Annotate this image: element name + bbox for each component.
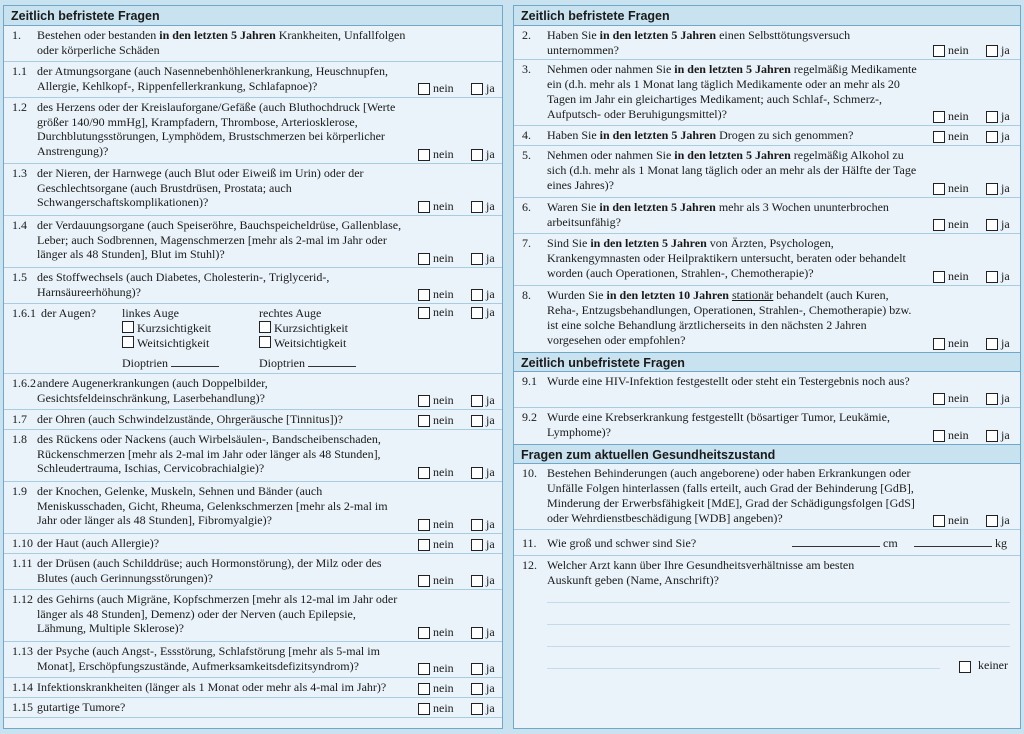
option-yes[interactable]: ja	[986, 110, 1015, 123]
option-yes[interactable]: ja	[471, 574, 500, 587]
answer-options	[927, 429, 1015, 442]
question-text: der Psyche (auch Angst-, Essstörung, Schlafstörung [mehr als 5-mal im Monat], Erschöpfungszustände, Aufmerksamkeitsdefizitsyndrom)?	[37, 644, 380, 673]
left-items-group-2	[4, 374, 502, 718]
option-no[interactable]: nein	[418, 538, 461, 551]
question-5: 5. Nehmen oder nahmen Sie in den letzten 5 Jahren regelmäßig Alkohol zu sich (d.h. mehr als 1 Monat lang täglich oder an mehr als der Hälfte der Tage eines Jahres)? nein ja	[514, 146, 1020, 198]
checkbox-no[interactable]	[418, 703, 430, 715]
question-1-4	[4, 216, 502, 268]
option-yes[interactable]: ja	[471, 662, 500, 675]
unit-cm: cm	[883, 536, 898, 551]
option-yes[interactable]: ja	[986, 182, 1015, 195]
option-no[interactable]: nein	[933, 110, 976, 123]
option-no[interactable]: nein	[933, 392, 976, 405]
left-hyperopia-checkbox[interactable]	[122, 336, 134, 348]
option-no[interactable]: nein	[933, 218, 976, 231]
checkbox-yes[interactable]	[986, 131, 998, 143]
question-text: des Stoffwechsels (auch Diabetes, Cholesterin-, Triglycerid-, Harnsäureerhöhung)?	[37, 270, 330, 299]
option-no[interactable]: nein	[418, 574, 461, 587]
checkbox-yes[interactable]	[471, 519, 483, 531]
option-no[interactable]: nein	[933, 130, 976, 143]
answer-options	[412, 466, 500, 479]
question-eyes	[4, 304, 502, 374]
question-text: des Rückens oder Nackens (auch Wirbelsäulen-, Bandscheibenschaden, Rückenschmerzen [mehr als 2-mal im Jahr oder länger als 48 Stunden], Schleudertrauma, Ischias, Cervicobrachialgie)?	[37, 432, 381, 476]
question-number: 1.10	[12, 536, 33, 550]
question-text: Nehmen oder nahmen Sie in den letzten 5 Jahren regelmäßig Alkohol zu sich (d.h. mehr als 1 Monat lang täglich oder an mehr als der Hälfte der Tage eines Jahres)?	[547, 148, 917, 192]
checkbox-none[interactable]	[959, 661, 971, 673]
left-diopters-field[interactable]	[171, 366, 219, 367]
checkbox-no[interactable]	[418, 307, 430, 319]
question-number: 1.14	[12, 680, 33, 694]
option-yes[interactable]: ja	[471, 466, 500, 479]
checkbox-no[interactable]	[933, 183, 945, 195]
option-no[interactable]: nein	[418, 82, 461, 95]
checkbox-no[interactable]	[933, 45, 945, 57]
question-text: Haben Sie in den letzten 5 Jahren einen Selbsttötungsversuch unternommen?	[547, 28, 851, 57]
question-text: der Augen?	[41, 306, 96, 320]
checkbox-yes[interactable]	[471, 83, 483, 95]
question-8: 8. Wurden Sie in den letzten 10 Jahren stationär behandelt (auch Kuren, Reha-, Entzugsbehandlungen, Operationen, Strahlen-, Chemotherapie) bzw. ist eine solche Behandlung ärztlicherseits in den nächsten 2 Jahren vorgesehen oder empfohlen? nein ja	[514, 286, 1020, 352]
left-diopters: Dioptrien	[122, 356, 219, 371]
left-eye-title: linkes Auge	[122, 306, 179, 320]
option-yes[interactable]: ja	[986, 130, 1015, 143]
checkbox-yes[interactable]	[986, 271, 998, 283]
question-1-15	[4, 698, 502, 718]
question-1-5	[4, 268, 502, 304]
question-11: 11. Wie groß und schwer sind Sie? cm kg	[514, 530, 1020, 556]
question-number: 1.6.1	[12, 306, 36, 320]
question-text: Wurden Sie in den letzten 10 Jahren stationär behandelt (auch Kuren, Reha-, Entzugsbehandlungen, Operationen, Strahlen-, Chemotherapie) bzw. ist eine solche Behandlung ärztlicherseits in den nächsten 2 Jahren vorgesehen oder empfohlen?	[547, 288, 912, 347]
checkbox-yes[interactable]	[471, 289, 483, 301]
option-no[interactable]: nein	[418, 148, 461, 161]
checkbox-no[interactable]	[418, 289, 430, 301]
right-myopia-option[interactable]: Kurzsichtigkeit	[259, 321, 348, 336]
option-no[interactable]: nein	[418, 702, 461, 715]
answer-options	[927, 44, 1015, 57]
option-no[interactable]: nein	[418, 682, 461, 695]
option-yes[interactable]: ja	[471, 702, 500, 715]
checkbox-yes[interactable]	[471, 467, 483, 479]
answer-options	[412, 148, 500, 161]
checkbox-yes[interactable]	[986, 45, 998, 57]
checkbox-no[interactable]	[418, 663, 430, 675]
question-number: 1.2	[12, 100, 27, 114]
checkbox-yes[interactable]	[986, 393, 998, 405]
checkbox-no[interactable]	[933, 515, 945, 527]
option-no[interactable]: nein	[933, 44, 976, 57]
checkbox-yes[interactable]	[986, 183, 998, 195]
question-number: 1.15	[12, 700, 33, 714]
unit-kg: kg	[995, 536, 1007, 551]
option-no[interactable]: nein	[418, 518, 461, 531]
checkbox-yes[interactable]	[471, 575, 483, 587]
checkbox-yes[interactable]	[471, 149, 483, 161]
weight-field[interactable]	[914, 546, 992, 547]
question-number: 1.3	[12, 166, 27, 180]
question-7: 7. Sind Sie in den letzten 5 Jahren von Ärzten, Psychologen, Krankengymnasten oder Heilpraktikern untersucht, beraten oder behandelt worden (auch Operationen, Strahlen-, Chemotherapie)? nein ja	[514, 234, 1020, 286]
option-yes[interactable]: ja	[471, 200, 500, 213]
option-no[interactable]: nein	[418, 662, 461, 675]
right-hyperopia-option[interactable]: Weitsichtigkeit	[259, 336, 346, 351]
checkbox-yes[interactable]	[471, 703, 483, 715]
answer-options	[412, 252, 500, 265]
question-9-1: 9.1 Wurde eine HIV-Infektion festgestellt oder steht ein Testergebnis noch aus? nein ja	[514, 372, 1020, 408]
weight-field-group	[914, 536, 1007, 551]
option-no[interactable]: nein	[418, 252, 461, 265]
option-yes[interactable]: ja	[986, 392, 1015, 405]
checkbox-yes[interactable]	[471, 539, 483, 551]
option-yes[interactable]: ja	[471, 148, 500, 161]
question-text: Bestehen Behinderungen (auch angeborene) oder haben Erkrankungen oder Unfälle Folgen hinterlassen (falls erteilt, auch Grad der Behinderung [GdB], Minderung der Erwerbsfähigkeit [MdE], Grad der Schädigungsfolgen [GdS] oder Wehrdienstbeschädigung [WDB] angeben)?	[547, 466, 915, 525]
option-no[interactable]: nein	[418, 200, 461, 213]
answer-options	[412, 288, 500, 301]
answer-options	[927, 392, 1015, 405]
checkbox-no[interactable]	[418, 201, 430, 213]
answer-line-3[interactable]	[547, 646, 1010, 647]
checkbox-yes[interactable]	[471, 201, 483, 213]
height-field-group	[792, 536, 898, 551]
checkbox-no[interactable]	[418, 519, 430, 531]
question-1-2	[4, 98, 502, 164]
question-text: Sind Sie in den letzten 5 Jahren von Ärzten, Psychologen, Krankengymnasten oder Heilpraktikern untersucht, beraten oder behandelt worden (auch Operationen, Strahlen-, Chemotherapie)?	[547, 236, 906, 280]
question-1-3	[4, 164, 502, 216]
option-yes[interactable]: ja	[986, 270, 1015, 283]
question-number: 1.7	[12, 412, 27, 426]
question-number: 1.9	[12, 484, 27, 498]
right-eye-title: rechtes Auge	[259, 306, 322, 320]
option-no[interactable]: nein	[418, 414, 461, 427]
question-text: gutartige Tumore?	[37, 700, 126, 714]
left-myopia-checkbox[interactable]	[122, 321, 134, 333]
checkbox-yes[interactable]	[471, 395, 483, 407]
checkbox-yes[interactable]	[471, 663, 483, 675]
checkbox-no[interactable]	[418, 627, 430, 639]
checkbox-yes[interactable]	[986, 430, 998, 442]
right-myopia-checkbox[interactable]	[259, 321, 271, 333]
question-number: 1.8	[12, 432, 27, 446]
question-text: der Haut (auch Allergie)?	[37, 536, 160, 550]
option-yes[interactable]: ja	[986, 218, 1015, 231]
section-title-time-limited: Zeitlich befristete Fragen	[4, 6, 502, 26]
answer-options	[412, 702, 500, 715]
question-number: 1.	[12, 28, 21, 42]
answer-options	[927, 182, 1015, 195]
right-column	[513, 5, 1021, 729]
option-yes[interactable]: ja	[471, 252, 500, 265]
option-yes[interactable]: ja	[986, 514, 1015, 527]
question-number: 1.6.2	[12, 376, 36, 390]
option-yes[interactable]: ja	[471, 682, 500, 695]
option-no[interactable]: nein	[933, 514, 976, 527]
question-text: Bestehen oder bestanden in den letzten 5 Jahren Krankheiten, Unfallfolgen oder körperliche Schäden	[37, 28, 406, 57]
option-yes[interactable]: ja	[471, 414, 500, 427]
question-text: des Herzens oder der Kreislauforgane/Gefäße (auch Bluthochdruck [Werte größer 140/90 mmHg], Krampfadern, Thrombose, Arteriosklerose, Durchblutungsstörungen, Lymphödem, Brustschmerzen bei körperlicher Anstrengung)?	[37, 100, 396, 159]
checkbox-yes[interactable]	[986, 111, 998, 123]
option-none[interactable]: keiner	[959, 658, 1008, 673]
question-text: Infektionskrankheiten (länger als 1 Monat oder mehr als 4-mal im Jahr)?	[37, 680, 387, 694]
checkbox-yes[interactable]	[471, 307, 483, 319]
option-no[interactable]: nein	[418, 466, 461, 479]
checkbox-no[interactable]	[933, 338, 945, 350]
left-column	[3, 5, 503, 729]
question-1-6-2	[4, 374, 502, 410]
checkbox-no[interactable]	[418, 253, 430, 265]
checkbox-no[interactable]	[933, 271, 945, 283]
checkbox-yes[interactable]	[986, 515, 998, 527]
section-title-current-health: Fragen zum aktuellen Gesundheitszustand	[514, 444, 1020, 464]
checkbox-no[interactable]	[418, 395, 430, 407]
question-9-2: 9.2 Wurde eine Krebserkrankung festgestellt (bösartiger Tumor, Leukämie, Lymphome)? nein ja	[514, 408, 1020, 444]
checkbox-yes[interactable]	[986, 219, 998, 231]
question-text: der Ohren (auch Schwindelzustände, Ohrgeräusche [Tinnitus])?	[37, 412, 343, 426]
question-text: Welcher Arzt kann über Ihre Gesundheitsverhältnisse am besten Auskunft geben (Name, Anschrift)?	[547, 558, 855, 588]
question-3: 3. Nehmen oder nahmen Sie in den letzten 5 Jahren regelmäßig Medikamente ein (d.h. mehr als 1 Monat lang täglich Medikamente oder an mehr als 20 Tagen im Jahr ein gleichartiges Medikament; auch Schlaf-, Schmerz-, Aufputsch- oder Beruhigungsmittel)? nein ja	[514, 60, 1020, 126]
answer-options	[412, 662, 500, 675]
answer-options	[412, 82, 500, 95]
checkbox-no[interactable]	[418, 83, 430, 95]
question-number: 1.1	[12, 64, 27, 78]
answer-line-1[interactable]	[547, 602, 1010, 603]
question-12: 12. Welcher Arzt kann über Ihre Gesundheitsverhältnisse am besten Auskunft geben (Name, Anschrift)? keiner	[522, 558, 1008, 673]
answer-options	[412, 394, 500, 407]
option-yes[interactable]: ja	[986, 44, 1015, 57]
answer-options	[927, 130, 1015, 143]
question-1-14	[4, 678, 502, 698]
answer-options	[412, 306, 500, 319]
checkbox-no[interactable]	[418, 467, 430, 479]
answer-options	[412, 518, 500, 531]
option-no[interactable]: nein	[418, 394, 461, 407]
question-1-1	[4, 62, 502, 98]
left-hyperopia-option[interactable]: Weitsichtigkeit	[122, 336, 209, 351]
right-diopters-field[interactable]	[308, 366, 356, 367]
option-no[interactable]: nein	[933, 182, 976, 195]
checkbox-yes[interactable]	[471, 253, 483, 265]
left-items-group-1	[4, 62, 502, 304]
answer-options	[927, 514, 1015, 527]
option-no[interactable]: nein	[418, 288, 461, 301]
answer-options	[412, 538, 500, 551]
question-text: Haben Sie in den letzten 5 Jahren Drogen zu sich genommen?	[547, 128, 854, 143]
question-1-11	[4, 554, 502, 590]
option-yes[interactable]: ja	[986, 337, 1015, 350]
question-number: 1.5	[12, 270, 27, 284]
question-text: der Drüsen (auch Schilddrüse; auch Hormonstörung), der Milz oder des Blutes (auch Gerinnungsstörungen)?	[37, 556, 382, 585]
checkbox-yes[interactable]	[986, 338, 998, 350]
answer-options	[927, 218, 1015, 231]
question-6: 6. Waren Sie in den letzten 5 Jahren mehr als 3 Wochen ununterbrochen arbeitsunfähig? nein ja	[514, 198, 1020, 234]
answer-options	[927, 337, 1015, 350]
answer-options	[927, 110, 1015, 123]
option-yes[interactable]: ja	[471, 82, 500, 95]
question-1	[4, 26, 502, 62]
section-title-unlimited: Zeitlich unbefristete Fragen	[514, 352, 1020, 372]
checkbox-no[interactable]	[418, 415, 430, 427]
left-myopia-option[interactable]: Kurzsichtigkeit	[122, 321, 211, 336]
question-1-7	[4, 410, 502, 430]
question-text: Nehmen oder nahmen Sie in den letzten 5 Jahren regelmäßig Medikamente ein (d.h. mehr als 1 Monat lang täglich Medikamente oder an mehr als 20 Tagen im Jahr ein gleichartiges Medikament; auch Schlaf-, Schmerz-, Aufputsch- oder Beruhigungsmittel)?	[547, 62, 917, 121]
question-1-8	[4, 430, 502, 482]
checkbox-no[interactable]	[418, 539, 430, 551]
height-field[interactable]	[792, 546, 880, 547]
checkbox-no[interactable]	[933, 219, 945, 231]
answer-options	[412, 200, 500, 213]
checkbox-no[interactable]	[933, 393, 945, 405]
checkbox-no[interactable]	[933, 111, 945, 123]
checkbox-no[interactable]	[418, 683, 430, 695]
question-1-10	[4, 534, 502, 554]
right-hyperopia-checkbox[interactable]	[259, 336, 271, 348]
question-2: 2. Haben Sie in den letzten 5 Jahren einen Selbsttötungsversuch unternommen? nein ja	[514, 26, 1020, 60]
answer-options	[412, 414, 500, 427]
question-text: Wurde eine HIV-Infektion festgestellt oder steht ein Testergebnis noch aus?	[547, 374, 910, 389]
option-yes[interactable]: ja	[471, 518, 500, 531]
question-number: 1.13	[12, 644, 33, 658]
option-yes[interactable]: ja	[986, 429, 1015, 442]
right-diopters: Dioptrien	[259, 356, 356, 371]
option-no[interactable]: nein	[418, 306, 461, 319]
question-text: Wurde eine Krebserkrankung festgestellt (bösartiger Tumor, Leukämie, Lymphome)?	[547, 410, 890, 440]
checkbox-yes[interactable]	[471, 627, 483, 639]
option-yes[interactable]: ja	[471, 626, 500, 639]
question-number: 1.4	[12, 218, 27, 232]
answer-line-2[interactable]	[547, 624, 1010, 625]
option-no[interactable]: nein	[418, 626, 461, 639]
answer-options	[412, 626, 500, 639]
question-text: Waren Sie in den letzten 5 Jahren mehr als 3 Wochen ununterbrochen arbeitsunfähig?	[547, 200, 889, 230]
checkbox-yes[interactable]	[471, 415, 483, 427]
answer-options	[412, 574, 500, 587]
checkbox-no[interactable]	[418, 575, 430, 587]
option-yes[interactable]: ja	[471, 394, 500, 407]
option-yes[interactable]: ja	[471, 306, 500, 319]
question-1-13	[4, 642, 502, 678]
option-no[interactable]: nein	[933, 337, 976, 350]
checkbox-yes[interactable]	[471, 683, 483, 695]
question-text: der Verdauungsorgane (auch Speiseröhre, Bauchspeicheldrüse, Gallenblase, Leber; auch Sodbrennen, Magenschmerzen [mehr als 2-mal im Jahr oder länger als 48 Stunden], Blut im Stuhl)?	[37, 218, 402, 262]
question-text: der Nieren, der Harnwege (auch Blut oder Eiweiß im Urin) oder der Geschlechtsorgane (auch Brustdrüsen, Prostata; auch Schwangerschaftskomplikationen)?	[37, 166, 364, 210]
question-1-12	[4, 590, 502, 642]
checkbox-no[interactable]	[933, 430, 945, 442]
option-no[interactable]: nein	[933, 270, 976, 283]
checkbox-no[interactable]	[933, 131, 945, 143]
question-text: des Gehirns (auch Migräne, Kopfschmerzen [mehr als 12-mal im Jahr oder länger als 48 Stunden], Demenz) oder der Nerven (auch Epilepsie, Lähmung, Multiple Sklerose)?	[37, 592, 398, 636]
question-text: der Atmungsorgane (auch Nasennebenhöhlenerkrankung, Heuschnupfen, Allergie, Kehlkopf-, Rippenfellerkrankung, Schlafapnoe)?	[37, 64, 388, 93]
question-text: andere Augenerkrankungen (auch Doppelbilder, Gesichtsfeldeinschränkung, Laserbehandlung)?	[37, 376, 268, 405]
question-1-9	[4, 482, 502, 534]
option-yes[interactable]: ja	[471, 288, 500, 301]
option-yes[interactable]: ja	[471, 538, 500, 551]
question-4: 4. Haben Sie in den letzten 5 Jahren Drogen zu sich genommen? nein ja	[514, 126, 1020, 146]
answer-line-4[interactable]	[547, 668, 940, 669]
section-title-time-limited-right: Zeitlich befristete Fragen	[514, 6, 1020, 26]
question-number: 1.11	[12, 556, 33, 570]
question-text: der Knochen, Gelenke, Muskeln, Sehnen und Bänder (auch Meniskusschaden, Gicht, Rheuma, Gelenkschmerzen [mehr als 2-mal im Jahr oder länger als 48 Stunden], Fibromyalgie)?	[37, 484, 388, 528]
answer-options	[927, 270, 1015, 283]
option-no[interactable]: nein	[933, 429, 976, 442]
checkbox-no[interactable]	[418, 149, 430, 161]
answer-options	[412, 682, 500, 695]
question-number: 1.12	[12, 592, 33, 606]
question-10: 10. Bestehen Behinderungen (auch angeborene) oder haben Erkrankungen oder Unfälle Folgen hinterlassen (falls erteilt, auch Grad der Behinderung [GdB], Minderung der Erwerbsfähigkeit [MdE], Grad der Schädigungsfolgen [GdS] oder Wehrdienstbeschädigung [WDB] angeben)? nein ja	[514, 464, 1020, 530]
question-text: Wie groß und schwer sind Sie? cm kg	[547, 536, 1007, 551]
